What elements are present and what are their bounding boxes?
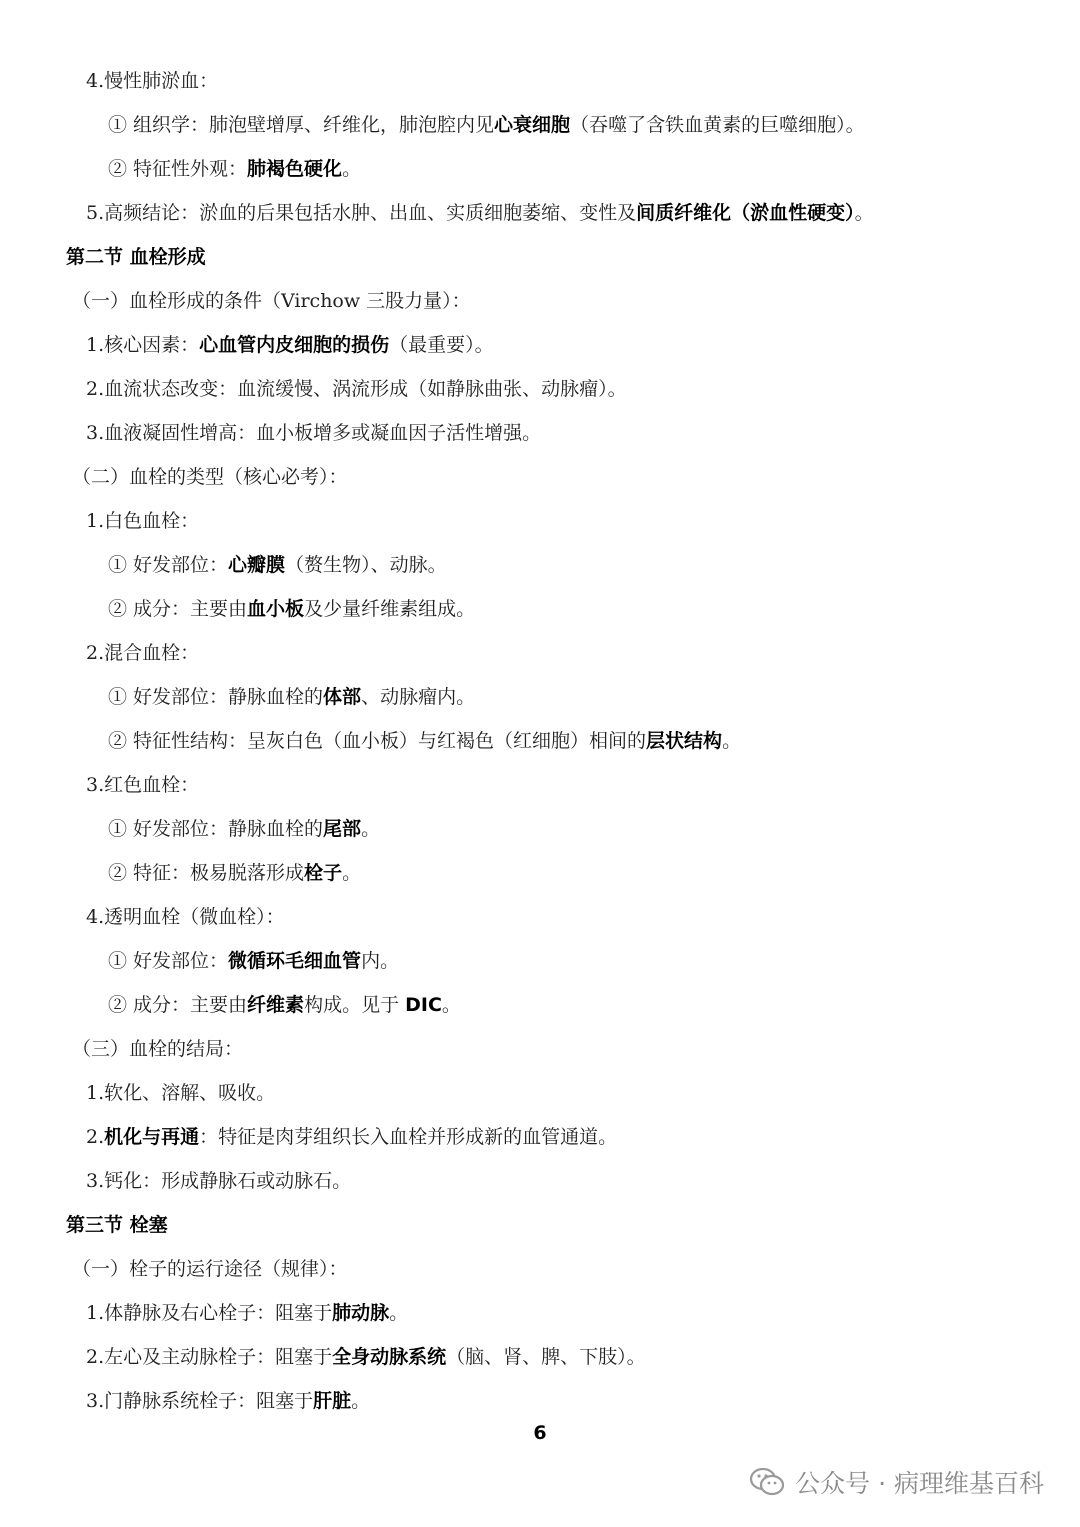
text-segment: 及少量纤维素组成。 xyxy=(304,598,476,620)
footer-text: 公众号 · 病理维基百科 xyxy=(795,1469,1044,1498)
bold-term: 机化与再通 xyxy=(104,1126,200,1148)
text-line xyxy=(86,68,218,94)
text-line xyxy=(108,948,399,974)
text-line xyxy=(72,288,471,314)
text-segment: （赘生物）、动脉。 xyxy=(285,554,447,576)
bold-term: DIC xyxy=(405,994,442,1016)
text-line xyxy=(108,684,475,710)
text-segment: （三）血栓的结局： xyxy=(72,1038,244,1060)
text-line xyxy=(86,1344,646,1370)
text-segment: 第二节 血栓形成 xyxy=(66,246,206,268)
text-line xyxy=(86,1124,617,1150)
bold-term: 体部 xyxy=(323,686,362,708)
text-segment: ② 成分：主要由 xyxy=(108,994,248,1016)
text-line xyxy=(72,464,348,490)
text-line xyxy=(108,728,741,754)
text-segment: 1.核心因素： xyxy=(86,334,200,356)
text-line xyxy=(86,200,874,226)
text-segment: 。 xyxy=(722,730,742,752)
text-line xyxy=(86,1388,370,1414)
text-segment: （吞噬了含铁血黄素的巨噬细胞）。 xyxy=(570,114,865,136)
text-line xyxy=(86,420,541,446)
text-segment: 5.高频结论：淤血的后果包括水肿、出血、实质细胞萎缩、变性及 xyxy=(86,202,637,224)
text-segment: ② 特征：极易脱落形成 xyxy=(108,862,305,884)
text-segment: （一）栓子的运行途径（规律）： xyxy=(72,1258,348,1280)
text-segment: 1.软化、溶解、吸收。 xyxy=(86,1082,276,1104)
text-segment: 内。 xyxy=(361,950,400,972)
text-segment: 3.钙化：形成静脉石或动脉石。 xyxy=(86,1170,352,1192)
text-segment: 4.透明血栓（微血栓）： xyxy=(86,906,285,928)
bold-term: 纤维素 xyxy=(247,994,305,1016)
bold-term: 层状结构 xyxy=(646,730,723,752)
text-segment: ② 特征性外观： xyxy=(108,158,248,180)
text-line xyxy=(86,904,285,930)
text-segment: 。 xyxy=(441,994,461,1016)
text-segment: 、动脉瘤内。 xyxy=(361,686,476,708)
text-segment: 3.血液凝固性增高：血小板增多或凝血因子活性增强。 xyxy=(86,422,542,444)
text-segment: ① 好发部位：静脉血栓的 xyxy=(108,686,324,708)
text-line xyxy=(86,640,199,666)
bold-term: 心瓣膜 xyxy=(228,554,286,576)
text-segment: 第三节 栓塞 xyxy=(66,1214,168,1236)
text-segment: 1.体静脉及右心栓子：阻塞于 xyxy=(86,1302,333,1324)
text-line xyxy=(86,508,199,534)
text-line xyxy=(108,596,475,622)
text-segment: 构成。见于 xyxy=(304,994,406,1016)
text-segment: 。 xyxy=(342,158,362,180)
text-line xyxy=(108,992,461,1018)
bold-term: 尾部 xyxy=(323,818,362,840)
bold-term: 心血管内皮细胞的损伤 xyxy=(199,334,390,356)
section-heading xyxy=(66,1212,168,1238)
text-line xyxy=(86,332,494,358)
text-segment: 3.门静脉系统栓子：阻塞于 xyxy=(86,1390,314,1412)
bold-term: 全身动脉系统 xyxy=(332,1346,447,1368)
text-segment: ① 好发部位： xyxy=(108,950,229,972)
bold-term: 肝脏 xyxy=(313,1390,352,1412)
text-line xyxy=(86,1168,351,1194)
bold-term: 栓子 xyxy=(304,862,343,884)
bold-term: 微循环毛细血管 xyxy=(228,950,362,972)
text-segment: 2.混合血栓： xyxy=(86,642,200,664)
footer-watermark xyxy=(749,1464,1044,1500)
text-line xyxy=(108,816,380,842)
section-heading xyxy=(66,244,206,270)
text-segment: 2.血流状态改变：血流缓慢、涡流形成（如静脉曲张、动脉瘤）。 xyxy=(86,378,627,400)
text-line xyxy=(86,1300,408,1326)
bold-term: 血小板 xyxy=(247,598,305,620)
text-segment: ：特征是肉芽组织长入血栓并形成新的血管通道。 xyxy=(199,1126,618,1148)
text-segment: 。 xyxy=(342,862,362,884)
text-segment: ① 好发部位：静脉血栓的 xyxy=(108,818,324,840)
text-line xyxy=(86,772,199,798)
text-segment: 。 xyxy=(854,202,874,224)
text-line xyxy=(72,1256,348,1282)
text-segment: ② 成分：主要由 xyxy=(108,598,248,620)
text-segment: （二）血栓的类型（核心必考）： xyxy=(72,466,348,488)
text-segment: 。 xyxy=(389,1302,409,1324)
text-segment: ① 组织学：肺泡壁增厚、纤维化，肺泡腔内见 xyxy=(108,114,495,136)
text-segment: 2.左心及主动脉栓子：阻塞于 xyxy=(86,1346,333,1368)
text-segment: （脑、肾、脾、下肢）。 xyxy=(446,1346,646,1368)
text-line xyxy=(72,1036,243,1062)
text-line xyxy=(86,1080,275,1106)
bold-term: 间质纤维化（淤血性硬变） xyxy=(636,202,855,224)
wechat-icon xyxy=(749,1467,785,1497)
page-number: 6 xyxy=(533,1422,547,1444)
text-line xyxy=(108,156,361,182)
text-segment: 。 xyxy=(361,818,381,840)
text-segment: 1.白色血栓： xyxy=(86,510,200,532)
text-segment: 3.红色血栓： xyxy=(86,774,200,796)
text-segment: （最重要）。 xyxy=(389,334,494,356)
text-segment: 。 xyxy=(351,1390,371,1412)
text-segment: 4.慢性肺淤血： xyxy=(86,70,219,92)
bold-term: 心衰细胞 xyxy=(494,114,571,136)
text-line xyxy=(108,112,865,138)
text-line xyxy=(86,376,627,402)
text-segment: ② 特征性结构：呈灰白色（血小板）与红褐色（红细胞）相间的 xyxy=(108,730,647,752)
text-line xyxy=(108,552,447,578)
text-segment: 2. xyxy=(86,1126,105,1148)
text-segment: （一）血栓形成的条件（Virchow 三股力量）： xyxy=(72,290,471,312)
text-line xyxy=(108,860,361,886)
text-segment: ① 好发部位： xyxy=(108,554,229,576)
bold-term: 肺动脉 xyxy=(332,1302,390,1324)
bold-term: 肺褐色硬化 xyxy=(247,158,343,180)
